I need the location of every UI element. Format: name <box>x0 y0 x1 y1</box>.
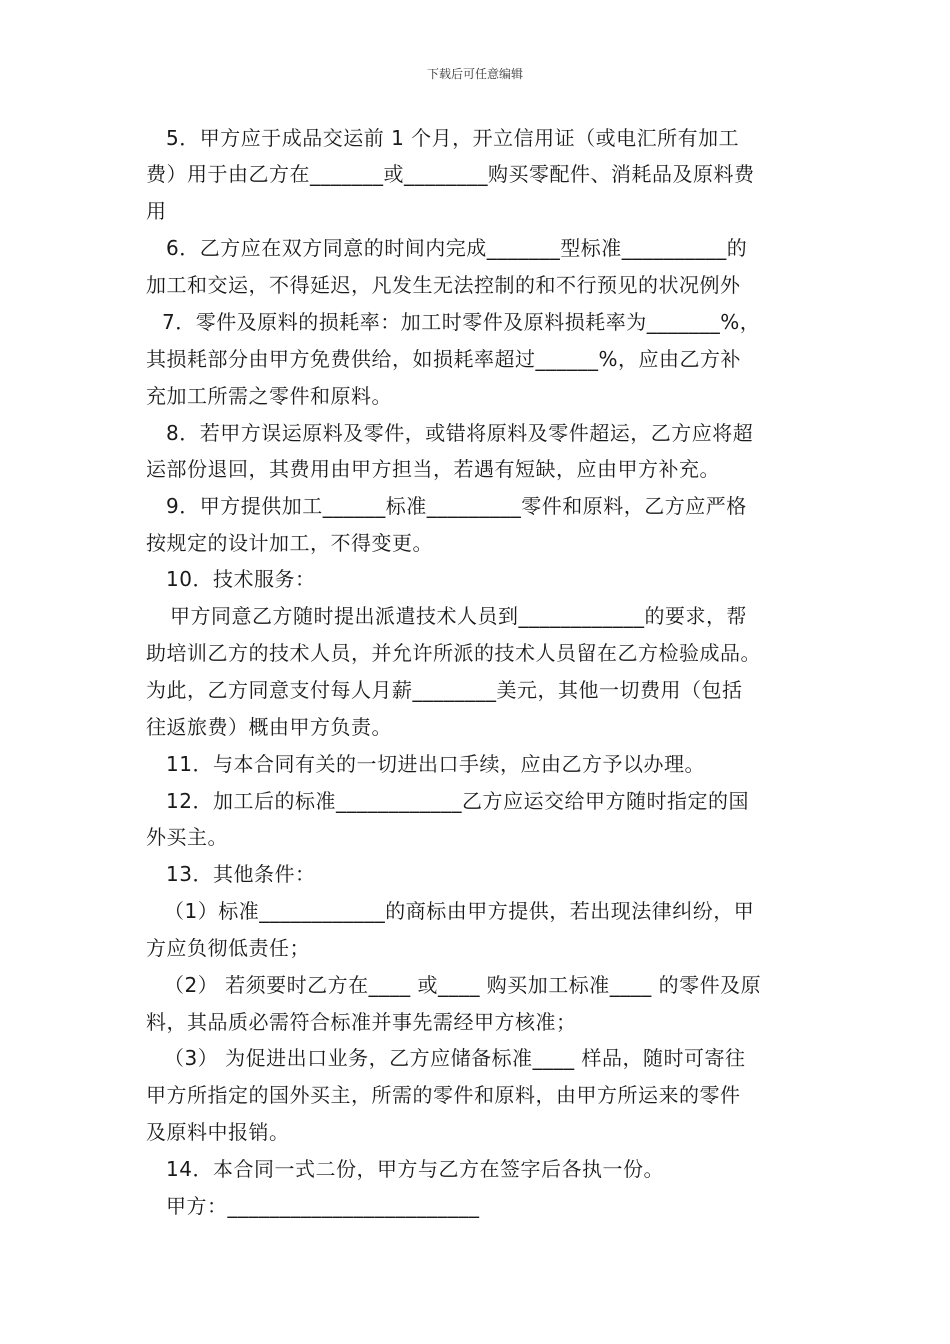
clause-13-2-line-1: （2） 若须要时乙方在____ 或____ 购买加工标准____ 的零件及原 <box>164 973 762 997</box>
clause-9-line-1: 9．甲方提供加工______标准_________零件和原料，乙方应严格 <box>166 494 747 518</box>
clause-7-line-1: 7．零件及原料的损耗率：加工时零件及原料损耗率为_______%， <box>162 310 761 334</box>
clause-13-2-line-2: 料，其品质必需符合标准并事先需经甲方核准； <box>146 1010 577 1034</box>
clause-13-3-line-3: 及原料中报销。 <box>146 1120 290 1144</box>
clause-7-line-3: 充加工所需之零件和原料。 <box>146 384 392 408</box>
clause-10-line-1: 甲方同意乙方随时提出派遣技术人员到____________的要求，帮 <box>170 604 747 628</box>
clause-13-3-line-2: 甲方所指定的国外买主，所需的零件和原料，由甲方所运来的零件 <box>146 1083 741 1107</box>
clause-7-line-2: 其损耗部分由甲方免费供给，如损耗率超过______%，应由乙方补 <box>146 347 742 371</box>
header-note: 下载后可任意编辑 <box>426 67 523 81</box>
clause-5-line-2: 费）用于由乙方在_______或________购买零配件、消耗品及原料费 <box>146 162 755 186</box>
clause-5-line-1: 5．甲方应于成品交运前 1 个月，开立信用证（或电汇所有加工 <box>166 126 740 150</box>
clause-10-line-2: 助培训乙方的技术人员，并允许所派的技术人员留在乙方检验成品。 <box>146 641 761 665</box>
clause-9-line-2: 按规定的设计加工，不得变更。 <box>146 531 433 555</box>
clause-12-line-2: 外买主。 <box>146 825 228 849</box>
clause-8-line-1: 8．若甲方误运原料及零件，或错将原料及零件超运，乙方应将超 <box>166 421 754 445</box>
clause-10-line-3: 为此，乙方同意支付每人月薪________美元，其他一切费用（包括 <box>146 678 743 702</box>
clause-6-line-1: 6．乙方应在双方同意的时间内完成_______型标准__________的 <box>166 236 748 260</box>
clause-13-1-line-2: 方应负彻低责任； <box>146 936 310 960</box>
clause-14-line-1: 14．本合同一式二份，甲方与乙方在签字后各执一份。 <box>166 1157 664 1181</box>
clause-11-line-1: 11．与本合同有关的一切进出口手续，应由乙方予以办理。 <box>166 752 705 776</box>
clause-13-heading: 13．其他条件： <box>166 862 316 886</box>
clause-13-1-line-1: （1）标准____________的商标由甲方提供，若出现法律纠纷，甲 <box>164 899 755 923</box>
clause-6-line-2: 加工和交运，不得延迟，凡发生无法控制的和不行预见的状况例外 <box>146 273 741 297</box>
clause-10-heading: 10．技术服务： <box>166 567 316 591</box>
clause-12-line-1: 12．加工后的标准____________乙方应运交给甲方随时指定的国 <box>166 789 749 813</box>
clause-10-line-4: 往返旅费）概由甲方负责。 <box>146 715 392 739</box>
clause-8-line-2: 运部份退回，其费用由甲方担当，若遇有短缺，应由甲方补充。 <box>146 457 720 481</box>
clause-13-3-line-1: （3） 为促进出口业务，乙方应储备标准____ 样品，随时可寄往 <box>164 1046 746 1070</box>
party-a-signature-line: 甲方：________________________ <box>166 1194 480 1218</box>
clause-5-line-3: 用 <box>146 199 167 223</box>
